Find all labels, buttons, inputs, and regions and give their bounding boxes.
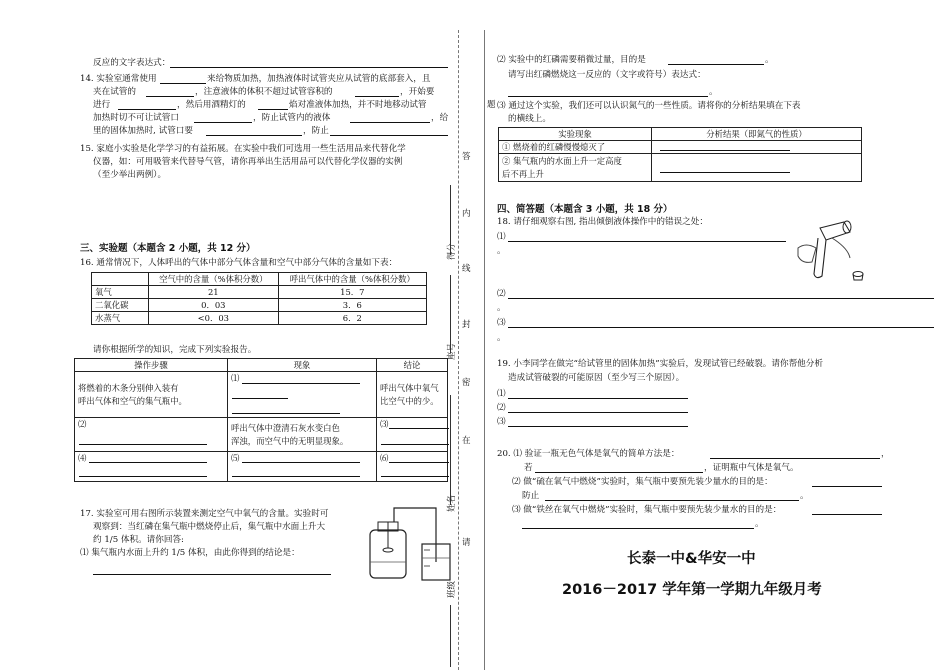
seat-number-label: 座号 — [447, 342, 457, 360]
table-header: 操作步骤 — [75, 359, 228, 372]
q20-2-prevent: 防止 — [522, 491, 540, 501]
q14-line2c: ，开始要 — [400, 87, 435, 97]
q19-item-2: ⑵ — [497, 403, 506, 413]
q15-line1: 15. 家庭小实验是化学学习的有益拓展。在实验中我们可选用一些生活用品来代替化学 — [80, 144, 406, 154]
answer-blank[interactable] — [812, 514, 882, 515]
answer-blank[interactable] — [232, 398, 288, 399]
q14-line2b: ，注意液体的体积不超过试管容积的 — [195, 87, 333, 97]
pouring-liquid-figure — [792, 218, 872, 284]
table-header: 结论 — [377, 359, 448, 372]
answer-blank[interactable] — [194, 122, 252, 123]
oxygen-measurement-apparatus-figure — [358, 500, 458, 590]
answer-blank[interactable] — [350, 122, 430, 123]
blank-label: ⑹ — [380, 453, 389, 463]
seal-char: 请 — [462, 538, 471, 548]
answer-blank[interactable] — [330, 135, 448, 136]
answer-blank[interactable] — [381, 444, 449, 445]
seal-char: 线 — [462, 264, 471, 274]
table-header: 实验现象 — [499, 128, 652, 141]
answer-blank[interactable] — [508, 398, 688, 399]
answer-blank[interactable] — [535, 472, 703, 473]
exam-title: 2016－2017 学年第一学期九年级月考 — [562, 582, 822, 598]
answer-blank[interactable] — [232, 476, 360, 477]
table-cell: 21 — [149, 286, 279, 299]
table-cell: 3．6 — [278, 299, 426, 312]
seal-char: 内 — [462, 209, 471, 219]
q17-line2: 观察到：当红磷在集气瓶中燃烧停止后，集气瓶中水面上升大 — [93, 522, 326, 532]
section4-title: 四、简答题（本题含 3 小题，共 18 分） — [497, 204, 673, 215]
answer-blank[interactable] — [508, 298, 934, 299]
answer-blank[interactable] — [508, 426, 688, 427]
seal-char: 在 — [462, 436, 471, 446]
table-cell: 比空气中的少。 — [380, 395, 439, 406]
table-header: 空气中的含量（%体积分数） — [149, 273, 279, 286]
answer-blank[interactable] — [522, 528, 754, 529]
answer-blank[interactable] — [355, 96, 399, 97]
q20-2-text: ⑵ 做“硫在氧气中燃烧”实验时，集气瓶中要预先装少量水的目的是： — [512, 477, 773, 487]
q14-line4c: ，给 — [431, 113, 449, 123]
q14-line1b: 来给物质加热，加热液体时试管夹应从试管的底部套入，且 — [207, 74, 431, 84]
answer-blank[interactable] — [508, 241, 786, 242]
answer-blank[interactable] — [450, 185, 451, 255]
period: 。 — [709, 87, 718, 97]
table-cell: <0．03 — [149, 312, 279, 325]
table-cell: 呼出气体中澄清石灰水变白色 — [231, 422, 340, 433]
answer-blank[interactable] — [242, 462, 360, 463]
q16-intro: 16. 通常情况下，人体呼出的气体中部分气体含量和空气中部分气体的含量如下表： — [80, 258, 398, 268]
q18-item-2: ⑵ — [497, 289, 506, 299]
q17-3-text: ⑶ 通过这个实验，我们还可以认识氮气的一些性质。请将你的分析结果填在下表 — [497, 101, 801, 111]
answer-blank[interactable] — [660, 172, 790, 173]
q14-line5b: ，防止 — [303, 126, 329, 136]
q20-1-if: 若 — [524, 463, 533, 473]
blank-label: ⑶ — [380, 419, 389, 429]
q14-line4a: 加热时切不可让试管口 — [93, 113, 179, 123]
answer-blank[interactable] — [450, 605, 451, 667]
period: 。 — [497, 333, 506, 343]
answer-blank[interactable] — [242, 383, 360, 384]
q17-3-text-cont: 的横线上。 — [508, 114, 551, 124]
period: 。 — [755, 519, 764, 529]
table-header: 呼出气体中的含量（%体积分数） — [278, 273, 426, 286]
answer-blank[interactable] — [508, 96, 708, 97]
table-header: 现象 — [228, 359, 377, 372]
seal-char: 题 — [487, 100, 496, 110]
answer-blank[interactable] — [450, 275, 451, 353]
q15-line3: （至少举出两例）。 — [93, 170, 167, 180]
q20-1-conclusion: ，证明瓶中气体是氧气。 — [704, 463, 799, 473]
q14-line1a: 14. 实验室通常使用 — [80, 74, 157, 84]
table-header: 分析结果（即氮气的性质） — [652, 128, 862, 141]
seal-char: 封 — [462, 320, 471, 330]
table-cell: 0．03 — [149, 299, 279, 312]
q14-line4b: ，防止试管内的液体 — [253, 113, 331, 123]
table-cell: 浑浊，而空气中的无明显现象。 — [231, 435, 349, 446]
table-header — [92, 273, 149, 286]
period: 。 — [497, 303, 506, 313]
q19-item-1: ⑴ — [497, 389, 506, 399]
answer-blank[interactable] — [508, 327, 934, 328]
answer-blank[interactable] — [206, 135, 302, 136]
q18-item-3: ⑶ — [497, 318, 506, 328]
answer-blank[interactable] — [508, 412, 688, 413]
q18-text: 18. 请仔细观察右图, 指出倾倒液体操作中的错误之处： — [497, 217, 708, 227]
answer-blank[interactable] — [545, 500, 799, 501]
table-cell: 后不再上升 — [502, 168, 544, 179]
q14-line5a: 里的固体加热时, 试管口要 — [93, 126, 193, 136]
q20-1-text: 20. ⑴ 验证一瓶无色气体是氧气的简单方法是： — [497, 449, 680, 459]
answer-blank[interactable] — [160, 83, 206, 84]
answer-blank[interactable] — [668, 64, 764, 65]
table-cell: 将燃着的木条分别伸入装有 — [78, 382, 179, 393]
class-label: 班级 — [447, 580, 457, 598]
comma: ， — [881, 449, 890, 459]
table-cell: 水蒸气 — [92, 312, 149, 325]
blank-label: ⑷ — [78, 453, 87, 463]
experiment-report-table — [74, 358, 448, 482]
q15-line2: 仪器，如：可用吸管来代替导气管，请你再举出生活用品可以代替化学仪器的实例 — [93, 157, 403, 167]
school-name: 长泰一中&华安一中 — [627, 551, 756, 567]
table-cell: ① 燃烧着的红磷慢慢熄灭了 — [499, 141, 652, 154]
q14-line3b: ，然后用酒精灯的 — [177, 100, 246, 110]
answer-blank[interactable] — [146, 96, 194, 97]
gas-content-table — [91, 272, 427, 325]
answer-blank[interactable] — [118, 109, 176, 110]
answer-blank[interactable] — [79, 444, 207, 445]
q17-line4: ⑴ 集气瓶内水面上升约 1/5 体积，由此你得到的结论是： — [80, 548, 300, 558]
q17-2-expression: 请写出红磷燃烧这一反应的（文字或符号）表达式： — [508, 70, 706, 80]
q14-line3c: 焰对准液体加热，并不时地移动试管 — [289, 100, 427, 110]
q17-2-text: ⑵ 实验中的红磷需要稍微过量，目的是 — [497, 55, 646, 65]
answer-blank[interactable] — [258, 109, 288, 110]
q17-line1: 17. 实验室可用右图所示装置来测定空气中氧气的含量。实验时可 — [80, 509, 329, 519]
table-cell: 氧气 — [92, 286, 149, 299]
answer-blank[interactable] — [389, 462, 449, 463]
answer-blank[interactable] — [381, 476, 449, 477]
seal-char: 答 — [462, 152, 471, 162]
answer-blank[interactable] — [660, 150, 790, 151]
answer-blank[interactable] — [232, 413, 340, 414]
answer-blank[interactable] — [450, 395, 451, 505]
q20-3-text: ⑶ 做“铁丝在氧气中燃烧”实验时，集气瓶中要预先装少量水的目的是： — [512, 505, 782, 515]
answer-blank[interactable] — [170, 67, 448, 68]
answer-blank[interactable] — [89, 462, 207, 463]
seal-char: 密 — [462, 378, 471, 388]
section3-title: 三、实验题（本题含 2 小题，共 12 分） — [80, 243, 256, 254]
binding-line — [484, 30, 485, 670]
name-label: 姓名 — [447, 494, 457, 512]
table-cell: 6．2 — [278, 312, 426, 325]
q14-line3a: 进行 — [93, 100, 111, 110]
blank-label: ⑸ — [231, 453, 240, 463]
answer-blank[interactable] — [812, 486, 882, 487]
q14-line2a: 夹在试管的 — [93, 87, 136, 97]
table-cell: 15．7 — [278, 286, 426, 299]
answer-blank[interactable] — [389, 428, 449, 429]
table-cell: ② 集气瓶内的水面上升一定高度 — [502, 155, 622, 166]
table-cell: 呼出气体和空气的集气瓶中。 — [78, 395, 187, 406]
binding-line — [458, 30, 459, 670]
q19-line1: 19. 小李同学在做完“给试管里的固体加热”实验后，发现试管已经破裂。请你帮他分析 — [497, 359, 823, 369]
period: 。 — [800, 491, 809, 501]
period: 。 — [497, 246, 506, 256]
q18-item-1: ⑴ — [497, 232, 506, 242]
q19-line2: 造成试管破裂的可能原因（至少写三个原因）。 — [508, 373, 685, 383]
table-cell: 呼出气体中氧气 — [380, 382, 439, 393]
blank-label: ⑵ — [78, 419, 87, 429]
q19-item-3: ⑶ — [497, 417, 506, 427]
q13-text: 反应的文字表达式： — [93, 58, 171, 68]
answer-blank[interactable] — [710, 458, 880, 459]
blank-label: ⑴ — [231, 373, 240, 383]
period: 。 — [765, 55, 774, 65]
answer-blank[interactable] — [79, 476, 207, 477]
score-label: 得分 — [447, 242, 457, 260]
answer-blank[interactable] — [93, 574, 331, 575]
table-cell: 二氧化碳 — [92, 299, 149, 312]
q17-line3: 约 1/5 体积。请你回答: — [93, 535, 184, 545]
q16-prompt: 请你根据所学的知识，完成下列实验报告。 — [93, 345, 257, 355]
nitrogen-analysis-table — [498, 127, 862, 182]
